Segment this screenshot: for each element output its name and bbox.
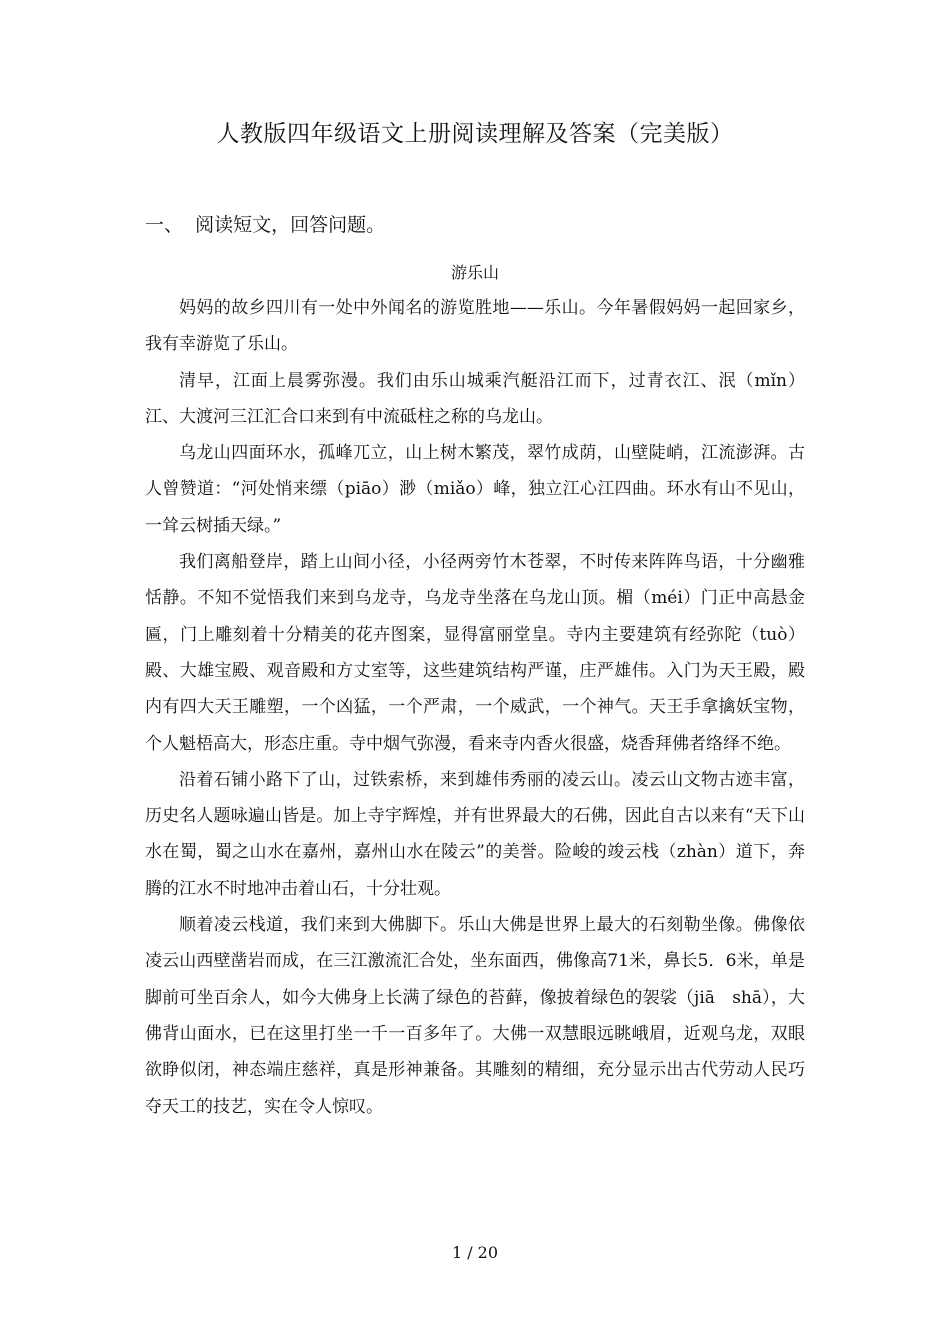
passage-title: 游乐山 xyxy=(450,263,499,282)
document-title: 人教版四年级语文上册阅读理解及答案（完美版） xyxy=(216,121,734,147)
page-number: 1 / 20 xyxy=(451,1243,499,1262)
section-heading: 一、 阅读短文，回答问题。 xyxy=(145,214,386,236)
paragraph: 清早，江面上晨雾弥漫。我们由乐山城乘汽艇沿江而下，过青衣江、泯（mǐn）江、大渡河三江汇合口来到有中流砥柱之称的乌龙山。 xyxy=(145,370,805,427)
paragraph: 沿着石铺小路下了山，过铁索桥，来到雄伟秀丽的凌云山。凌云山文物古迹丰富，历史名人题咏遍山皆是。加上寺宇辉煌，并有世界最大的石佛，因此自古以来有“天下山水在蜀，蜀之山水在嘉州，嘉州山水在陵云”的美誉。险峻的竣云栈（zhàn）道下，奔腾的江水不时地冲击着山石，十分壮观。 xyxy=(145,769,805,899)
paragraph: 我们离船登岸，踏上山间小径，小径两旁竹木苍翠，不时传来阵阵鸟语，十分幽雅恬静。不知不觉悟我们来到乌龙寺，乌龙寺坐落在乌龙山顶。楣（méi）门正中高悬金匾，门上雕刻着十分精美的花卉图案，显得富丽堂皇。寺内主要建筑有经弥陀（tuò）殿、大雄宝殿、观音殿和方丈室等，这些建筑结构严谨，庄严雄伟。入门为天王殿，殿内有四大天王雕塑，一个凶猛，一个严肃，一个威武，一个神气。天王手拿擒妖宝物，个人魁梧高大，形态庄重。寺中烟气弥漫，看来寺内香火很盛，烧香拜佛者络绎不绝。 xyxy=(145,552,805,754)
paragraph: 乌龙山四面环水，孤峰兀立，山上树木繁茂，翠竹成荫，山壁陡峭，江流澎湃。古人曾赞道：“河处悄来缥（piāo）渺（miǎo）峰，独立江心江四曲。环水有山不见山，一耸云树插天绿。” xyxy=(145,443,805,536)
paragraph: 妈妈的故乡四川有一处中外闻名的游览胜地——乐山。今年暑假妈妈一起回家乡，我有幸游览了乐山。 xyxy=(145,298,805,355)
paragraph: 顺着凌云栈道，我们来到大佛脚下。乐山大佛是世界上最大的石刻勒坐像。佛像依凌云山西壁凿岩而成，在三江激流汇合处，坐东面西，佛像高71米，鼻长5．6米，单是脚前可坐百余人，如今大佛身上长满了绿色的苔藓，像披着绿色的袈裟（jiā shā），大佛背山面水，已在这里打坐一千一百多年了。大佛一双慧眼远眺峨眉，近观乌龙，双眼欲睁似闭，神态端庄慈祥，真是形神兼备。其雕刻的精细，充分显示出古代劳动人民巧夺天工的技艺，实在令人惊叹。 xyxy=(145,915,805,1117)
passage-body xyxy=(145,290,805,1125)
